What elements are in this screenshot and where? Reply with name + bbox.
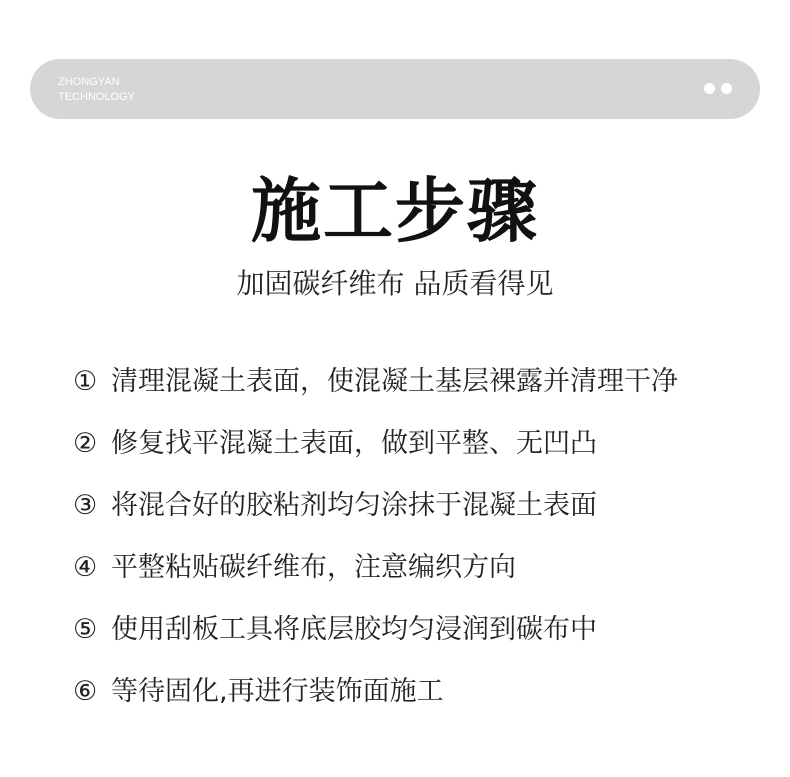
step-item-6: [73, 672, 773, 734]
step-text: 平整粘贴碳纤维布，注意编织方向: [111, 552, 516, 583]
brand-header-bar: [30, 59, 760, 119]
step-text: 将混合好的胶粘剂均匀涂抹于混凝土表面: [111, 490, 597, 521]
brand-line-2: TECHNOLOGY: [58, 91, 136, 103]
dot-2: [721, 83, 732, 94]
step-item-4: [73, 548, 773, 610]
step-text: 清理混凝土表面，使混凝土基层裸露并清理干净: [111, 366, 678, 397]
step-text: 使用刮板工具将底层胶均匀浸润到碳布中: [111, 614, 597, 645]
steps-list: [73, 362, 773, 734]
page-subtitle: 加固碳纤维布 品质看得见: [236, 267, 554, 300]
page-title: 施工步骤: [251, 170, 539, 252]
step-text: 等待固化,再进行装饰面施工: [111, 676, 444, 707]
step-number: ⑤: [73, 614, 98, 645]
step-number: ⑥: [73, 676, 98, 707]
step-text: 修复找平混凝土表面，做到平整、无凹凸: [111, 428, 597, 459]
step-number: ④: [73, 552, 98, 583]
step-item-3: [73, 486, 773, 548]
step-item-2: [73, 424, 773, 486]
dot-1: [704, 83, 715, 94]
brand-line-1: ZHONGYAN: [58, 76, 120, 88]
step-item-5: [73, 610, 773, 672]
step-item-1: [73, 362, 773, 424]
brand-logo-text: [58, 75, 135, 105]
step-number: ②: [73, 428, 98, 459]
dots-icon: [704, 83, 732, 94]
step-number: ③: [73, 490, 98, 521]
step-number: ①: [73, 366, 98, 397]
